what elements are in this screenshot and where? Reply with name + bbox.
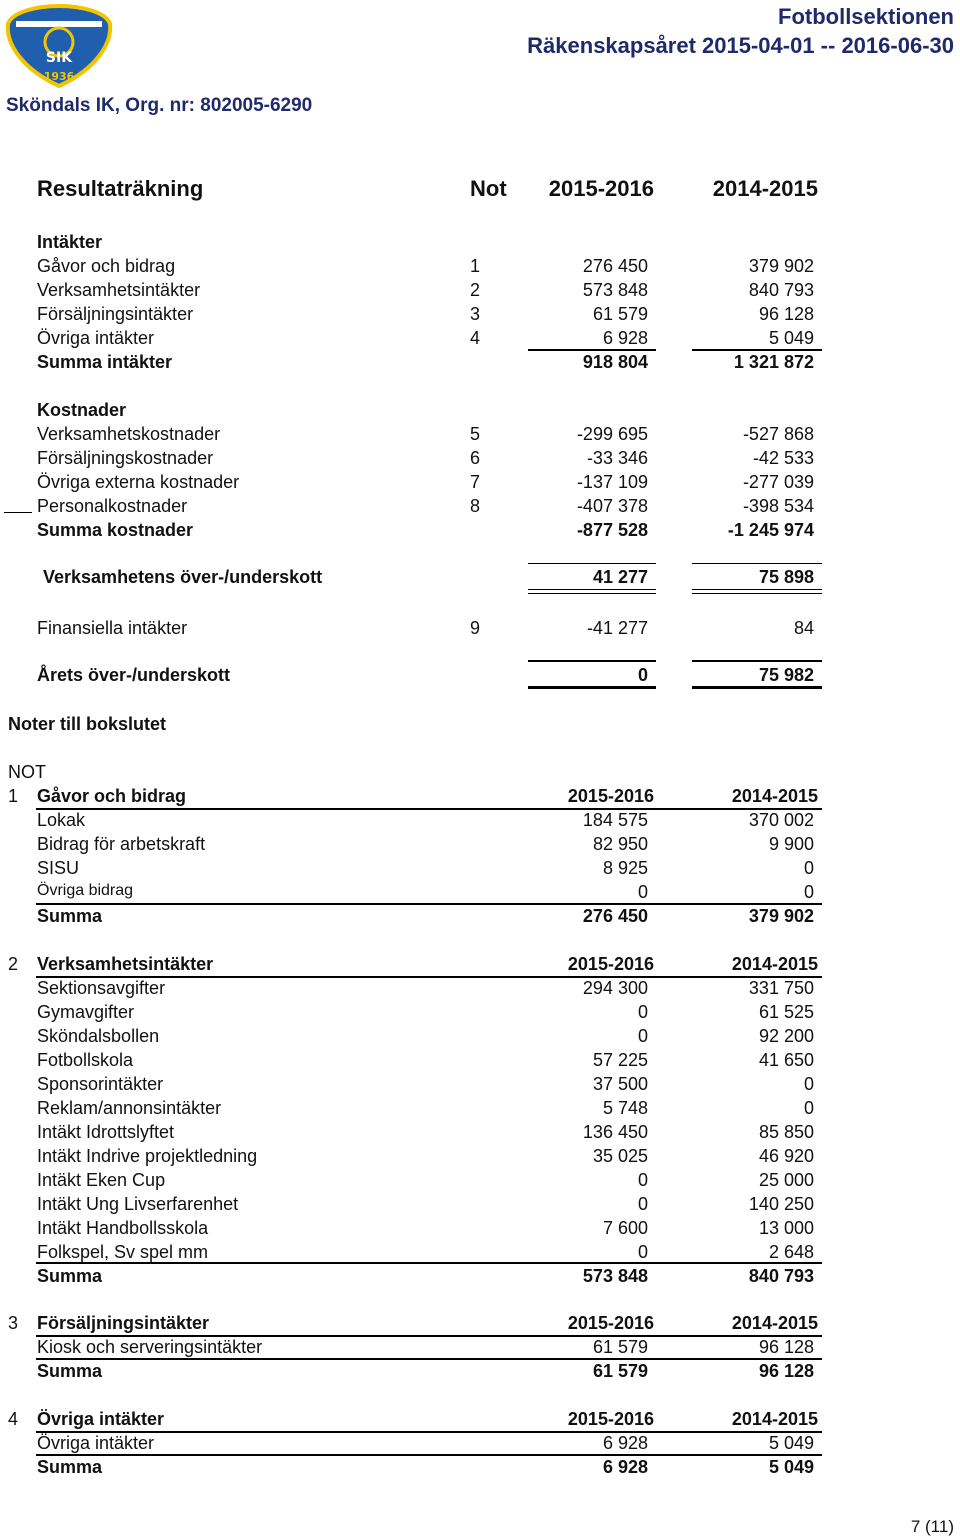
row-label: Bidrag för arbetskraft bbox=[37, 834, 206, 854]
table-row bbox=[0, 1050, 960, 1074]
row-label: Sponsorintäkter bbox=[37, 1074, 164, 1094]
row-label: Verksamhetens över-/underskott bbox=[43, 567, 323, 587]
logo-letters: SIK bbox=[45, 50, 73, 66]
row-value-2014: 61 525 bbox=[758, 1002, 814, 1022]
row-value-2015: 41 277 bbox=[592, 567, 648, 587]
table-row bbox=[0, 810, 960, 834]
note-col-2014: 2014-2015 bbox=[731, 786, 818, 806]
note-number: 3 bbox=[8, 1313, 19, 1333]
row-value-2015: 294 300 bbox=[582, 978, 648, 998]
not-label: NOT bbox=[8, 762, 46, 782]
row-value-2014: 85 850 bbox=[758, 1122, 814, 1142]
row-value-2014: 96 128 bbox=[758, 304, 814, 324]
row-value-2014: 0 bbox=[803, 1074, 814, 1094]
note-col-2015: 2015-2016 bbox=[567, 1409, 654, 1429]
row-value-2015: 61 579 bbox=[592, 1337, 648, 1357]
rule bbox=[692, 686, 822, 689]
row-value-2015: 37 500 bbox=[592, 1074, 648, 1094]
note-header-row bbox=[0, 1409, 960, 1433]
row-value-2015: 136 450 bbox=[582, 1122, 648, 1142]
note-header-row bbox=[0, 954, 960, 978]
note-number: 4 bbox=[8, 1409, 19, 1429]
cost-heading-row bbox=[0, 400, 960, 424]
row-value-2015: 0 bbox=[637, 1194, 648, 1214]
col-not: Not bbox=[470, 176, 507, 201]
note-col-2015: 2015-2016 bbox=[567, 1313, 654, 1333]
row-note: 2 bbox=[470, 280, 481, 300]
row-value-2014: 840 793 bbox=[748, 280, 814, 300]
row-label: Reklam/annonsintäkter bbox=[37, 1098, 222, 1118]
fiscal-period: Räkenskapsåret 2015-04-01 -- 2016-06-30 bbox=[527, 33, 954, 58]
row-value-2014: 5 049 bbox=[768, 1457, 814, 1477]
row-label: Summa bbox=[37, 1361, 103, 1381]
table-row bbox=[0, 472, 960, 496]
row-value-2015: 61 579 bbox=[592, 1361, 648, 1381]
row-value-2014: -527 868 bbox=[742, 424, 814, 444]
row-label: Summa bbox=[37, 1457, 103, 1477]
row-value-2014: 0 bbox=[803, 1098, 814, 1118]
income-total-row bbox=[0, 352, 960, 376]
row-label: Finansiella intäkter bbox=[37, 618, 188, 638]
row-value-2014: 140 250 bbox=[748, 1194, 814, 1214]
row-value-2014: 2 648 bbox=[768, 1242, 814, 1262]
row-label: Summa bbox=[37, 1266, 103, 1286]
rule bbox=[528, 563, 656, 564]
row-value-2014: 84 bbox=[793, 618, 814, 638]
income-heading: Intäkter bbox=[37, 232, 103, 252]
row-value-2014: 13 000 bbox=[758, 1218, 814, 1238]
row-value-2015: 6 928 bbox=[602, 328, 648, 348]
row-value-2014: -42 533 bbox=[752, 448, 814, 468]
note-number: 2 bbox=[8, 954, 19, 974]
row-value-2014: 96 128 bbox=[758, 1337, 814, 1357]
row-value-2015: -41 277 bbox=[586, 618, 648, 638]
row-note: 1 bbox=[470, 256, 481, 276]
table-row bbox=[0, 1002, 960, 1026]
row-value-2015: -407 378 bbox=[576, 496, 648, 516]
logo-year: 1936 bbox=[43, 70, 75, 83]
note-col-2015: 2015-2016 bbox=[567, 954, 654, 974]
row-value-2014: 840 793 bbox=[748, 1266, 814, 1286]
row-label: Intäkt Indrive projektledning bbox=[37, 1146, 258, 1166]
row-value-2015: 276 450 bbox=[582, 906, 648, 926]
rule bbox=[36, 1454, 822, 1456]
rule bbox=[528, 660, 656, 662]
row-label: Summa kostnader bbox=[37, 520, 194, 540]
row-value-2014: 5 049 bbox=[768, 328, 814, 348]
org-number: Sköndals IK, Org. nr: 802005-6290 bbox=[6, 95, 313, 116]
rule bbox=[36, 1358, 822, 1360]
row-label: Fotbollskola bbox=[37, 1050, 134, 1070]
row-value-2015: 6 928 bbox=[602, 1457, 648, 1477]
row-value-2015: 61 579 bbox=[592, 304, 648, 324]
table-row bbox=[0, 1074, 960, 1098]
row-value-2015: -299 695 bbox=[576, 424, 648, 444]
rule bbox=[528, 686, 656, 689]
table-row bbox=[0, 858, 960, 882]
row-value-2015: 918 804 bbox=[582, 352, 648, 372]
table-row bbox=[0, 1218, 960, 1242]
income-heading-row bbox=[0, 232, 960, 256]
rule bbox=[36, 903, 822, 905]
row-value-2014: 46 920 bbox=[758, 1146, 814, 1166]
financial-row bbox=[0, 618, 960, 642]
col-2015-2016: 2015-2016 bbox=[548, 176, 654, 201]
row-value-2014: 41 650 bbox=[758, 1050, 814, 1070]
row-value-2015: -877 528 bbox=[576, 520, 648, 540]
rule bbox=[36, 1262, 822, 1264]
row-value-2014: 75 982 bbox=[758, 665, 814, 685]
row-value-2015: 0 bbox=[637, 1026, 648, 1046]
table-row bbox=[0, 1170, 960, 1194]
row-label: Summa intäkter bbox=[37, 352, 173, 372]
note-col-2015: 2015-2016 bbox=[567, 786, 654, 806]
row-value-2014: 379 902 bbox=[748, 906, 814, 926]
note-total-row bbox=[0, 1457, 960, 1481]
rule bbox=[692, 349, 822, 351]
note-number: 1 bbox=[8, 786, 19, 806]
row-label: Personalkostnader bbox=[37, 496, 188, 516]
row-note: 9 bbox=[470, 618, 481, 638]
row-label: Årets över-/underskott bbox=[37, 665, 231, 685]
rule bbox=[692, 593, 822, 594]
note-title: Verksamhetsintäkter bbox=[37, 954, 214, 974]
row-label: Kiosk och serveringsintäkter bbox=[37, 1337, 263, 1357]
table-row bbox=[0, 1194, 960, 1218]
row-label: Sköndalsbollen bbox=[37, 1026, 160, 1046]
note-header-row bbox=[0, 1313, 960, 1337]
row-label: Summa bbox=[37, 906, 103, 926]
table-row bbox=[0, 1026, 960, 1050]
row-value-2015: 184 575 bbox=[582, 810, 648, 830]
row-value-2014: -277 039 bbox=[742, 472, 814, 492]
table-row bbox=[0, 424, 960, 448]
table-row bbox=[0, 1098, 960, 1122]
row-value-2015: 0 bbox=[637, 1242, 648, 1262]
row-value-2015: 276 450 bbox=[582, 256, 648, 276]
note-title: Försäljningsintäkter bbox=[37, 1313, 210, 1333]
note-header-row bbox=[0, 786, 960, 810]
table-row bbox=[0, 304, 960, 328]
row-label: Gymavgifter bbox=[37, 1002, 135, 1022]
note-total-row bbox=[0, 1266, 960, 1290]
cost-total-row bbox=[0, 520, 960, 544]
row-value-2014: 370 002 bbox=[748, 810, 814, 830]
row-value-2015: 5 748 bbox=[602, 1098, 648, 1118]
operating-result-row bbox=[0, 567, 960, 591]
row-label: Försäljningskostnader bbox=[37, 448, 214, 468]
row-label: Intäkt Ung Livserfarenhet bbox=[37, 1194, 239, 1214]
rule bbox=[528, 593, 656, 594]
row-value-2014: -398 534 bbox=[742, 496, 814, 516]
row-value-2015: 57 225 bbox=[592, 1050, 648, 1070]
table-row bbox=[0, 1122, 960, 1146]
table-row bbox=[0, 280, 960, 304]
row-label: Gåvor och bidrag bbox=[37, 256, 176, 276]
row-label: Intäkt Eken Cup bbox=[37, 1170, 166, 1190]
row-value-2015: 0 bbox=[637, 882, 648, 902]
row-value-2014: -1 245 974 bbox=[727, 520, 814, 540]
note-title: Gåvor och bidrag bbox=[37, 786, 187, 806]
row-label: Övriga bidrag bbox=[37, 882, 134, 899]
row-label: Lokak bbox=[37, 810, 86, 830]
row-value-2015: 573 848 bbox=[582, 1266, 648, 1286]
row-value-2015: 0 bbox=[637, 1002, 648, 1022]
row-note: 5 bbox=[470, 424, 481, 444]
table-row bbox=[0, 978, 960, 1002]
note-col-2014: 2014-2015 bbox=[731, 954, 818, 974]
row-label: Verksamhetsintäkter bbox=[37, 280, 201, 300]
page-number: 7 (11) bbox=[910, 1517, 954, 1536]
row-value-2014: 75 898 bbox=[758, 567, 814, 587]
table-row bbox=[0, 448, 960, 472]
row-value-2014: 1 321 872 bbox=[733, 352, 814, 372]
row-value-2014: 0 bbox=[803, 858, 814, 878]
row-value-2014: 9 900 bbox=[768, 834, 814, 854]
row-value-2015: 0 bbox=[637, 1170, 648, 1190]
row-label: Verksamhetskostnader bbox=[37, 424, 221, 444]
row-label: Övriga externa kostnader bbox=[37, 472, 240, 492]
row-value-2014: 331 750 bbox=[748, 978, 814, 998]
row-value-2015: 7 600 bbox=[602, 1218, 648, 1238]
col-2014-2015: 2014-2015 bbox=[712, 176, 818, 201]
rule bbox=[528, 589, 656, 590]
row-label: SISU bbox=[37, 858, 80, 878]
row-note: 6 bbox=[470, 448, 481, 468]
table-row bbox=[0, 496, 960, 520]
row-value-2015: 6 928 bbox=[602, 1433, 648, 1453]
row-value-2015: -137 109 bbox=[576, 472, 648, 492]
rule bbox=[692, 589, 822, 590]
row-label: Intäkt Idrottslyftet bbox=[37, 1122, 175, 1142]
note-title: Övriga intäkter bbox=[37, 1409, 165, 1429]
table-row bbox=[0, 1146, 960, 1170]
row-label: Försäljningsintäkter bbox=[37, 304, 194, 324]
row-value-2014: 5 049 bbox=[768, 1433, 814, 1453]
row-note: 8 bbox=[470, 496, 481, 516]
income-statement-title: Resultaträkning bbox=[37, 176, 204, 201]
row-value-2015: 8 925 bbox=[602, 858, 648, 878]
row-value-2015: 0 bbox=[637, 665, 648, 685]
row-value-2015: 35 025 bbox=[592, 1146, 648, 1166]
row-label: Övriga intäkter bbox=[37, 328, 155, 348]
row-value-2015: -33 346 bbox=[586, 448, 648, 468]
cost-heading: Kostnader bbox=[37, 400, 127, 420]
club-logo bbox=[2, 2, 116, 88]
row-value-2014: 92 200 bbox=[758, 1026, 814, 1046]
row-value-2014: 379 902 bbox=[748, 256, 814, 276]
row-label: Övriga intäkter bbox=[37, 1433, 155, 1453]
note-col-2014: 2014-2015 bbox=[731, 1313, 818, 1333]
row-note: 7 bbox=[470, 472, 481, 492]
row-value-2014: 96 128 bbox=[758, 1361, 814, 1381]
row-note: 4 bbox=[470, 328, 481, 348]
rule bbox=[692, 563, 822, 564]
table-row bbox=[0, 834, 960, 858]
rule bbox=[528, 349, 656, 351]
row-value-2014: 25 000 bbox=[758, 1170, 814, 1190]
notes-title: Noter till bokslutet bbox=[8, 714, 167, 734]
table-row bbox=[0, 256, 960, 280]
section-title: Fotbollsektionen bbox=[778, 4, 954, 29]
rule bbox=[692, 660, 822, 662]
row-note: 3 bbox=[470, 304, 481, 324]
row-value-2015: 82 950 bbox=[592, 834, 648, 854]
row-value-2015: 573 848 bbox=[582, 280, 648, 300]
note-total-row bbox=[0, 1361, 960, 1385]
row-value-2014: 0 bbox=[803, 882, 814, 902]
row-label: Folkspel, Sv spel mm bbox=[37, 1242, 209, 1262]
note-total-row bbox=[0, 906, 960, 930]
row-label: Sektionsavgifter bbox=[37, 978, 166, 998]
note-col-2014: 2014-2015 bbox=[731, 1409, 818, 1429]
row-label: Intäkt Handbollsskola bbox=[37, 1218, 209, 1238]
